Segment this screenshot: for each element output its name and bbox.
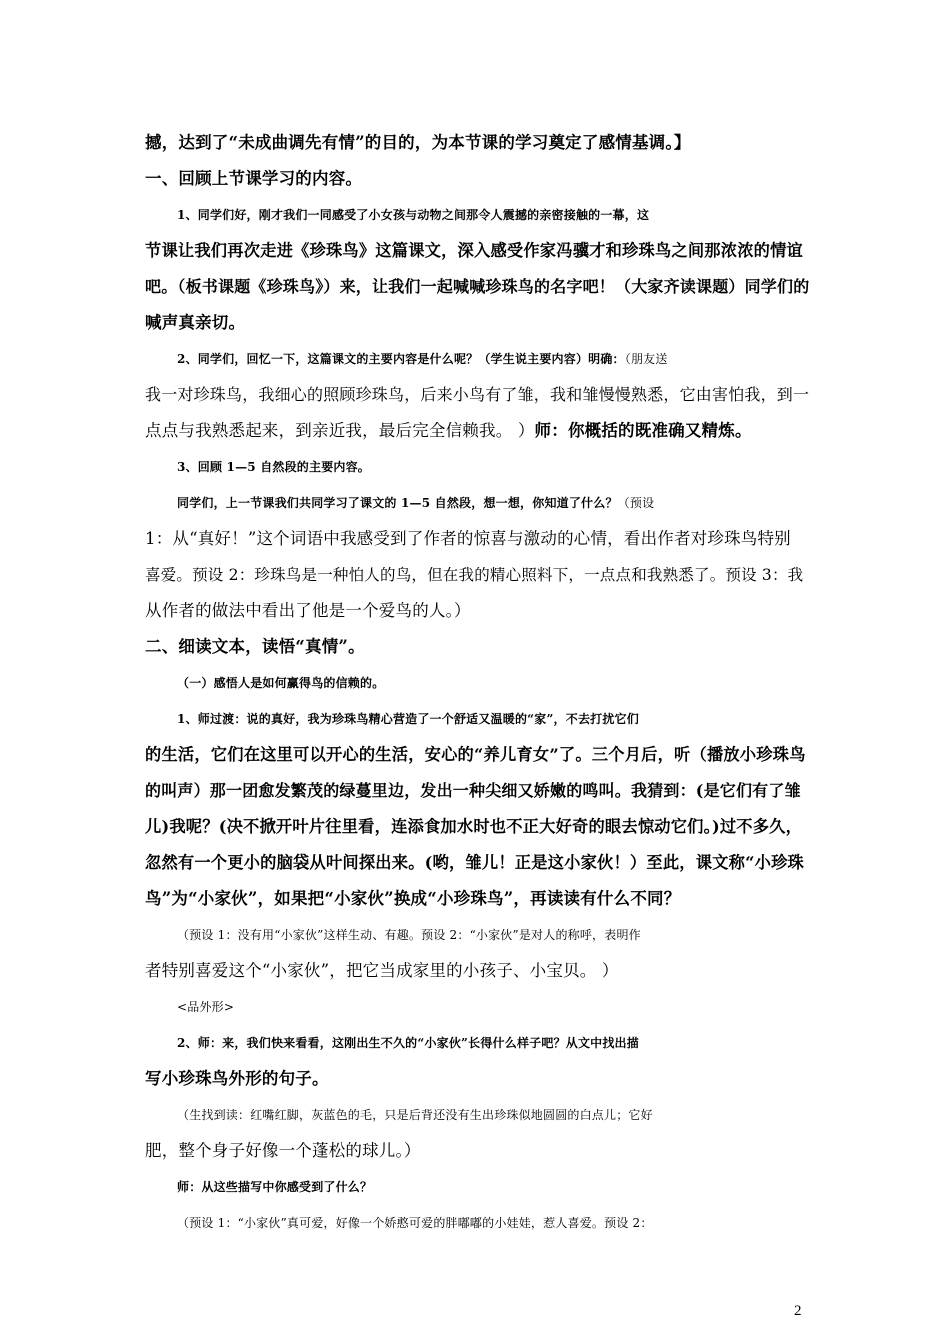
text-line <box>145 133 810 153</box>
text-line <box>145 313 810 333</box>
text-line <box>145 421 810 441</box>
text-line <box>177 997 842 1017</box>
text-line <box>145 385 810 405</box>
text-line-tail: （朋友送 <box>624 352 668 366</box>
text-line <box>145 1069 810 1089</box>
text-line <box>145 853 810 873</box>
text-line <box>177 709 842 729</box>
text-line <box>177 457 842 477</box>
text-line <box>177 493 842 513</box>
text-line <box>177 349 842 369</box>
text-line-main: 从作者的做法中看出了他是一个爱鸟的人。） <box>145 601 471 620</box>
text-line <box>177 673 842 693</box>
text-line-main: 2、师：来，我们快来看看，这刚出生不久的“小家伙”长得什么样子吧？从文中找出描 <box>177 1036 639 1050</box>
text-line-main: <品外形> <box>177 1000 235 1014</box>
text-line-tail-bold: 师：你概括的既准确又精炼。 <box>534 421 752 440</box>
text-line-main: 撼，达到了“未成曲调先有情”的目的，为本节课的学习奠定了感情基调。】 <box>145 133 691 152</box>
text-line-main: 吧。（板书课题《珍珠鸟》）来，让我们一起喊喊珍珠鸟的名字吧！（大家齐读课题）同学们的 <box>145 277 810 296</box>
page-number: 2 <box>794 1303 802 1319</box>
text-line-main: 点点与我熟悉起来，到亲近我，最后完全信赖我。 ） <box>145 421 535 440</box>
text-line <box>145 277 810 297</box>
text-line-tail: （预设 <box>617 496 655 510</box>
text-line <box>177 1105 842 1125</box>
text-line <box>177 925 842 945</box>
text-line-main: 同学们，上一节课我们共同学习了课文的 1—5 自然段，想一想，你知道了什么？ <box>177 496 618 510</box>
text-line-main: 者特别喜爱这个“小家伙”，把它当成家里的小孩子、小宝贝。 ） <box>145 961 619 980</box>
text-line <box>145 889 810 909</box>
text-line <box>145 601 810 621</box>
text-line-main: 1、师过渡：说的真好，我为珍珠鸟精心营造了一个舒适又温暖的“家”，不去打扰它们 <box>177 712 639 726</box>
text-line-main: （预设 1：“小家伙”真可爱，好像一个娇憨可爱的胖嘟嘟的小娃娃，惹人喜爱。预设 2： <box>177 1216 653 1230</box>
text-line-main: 肥，整个身子好像一个蓬松的球儿。） <box>145 1141 421 1160</box>
text-line-main: 节课让我们再次走进《珍珠鸟》这篇课文，深入感受作家冯骥才和珍珠鸟之间那浓浓的情谊 <box>145 241 803 260</box>
text-line-main: 师：从这些描写中你感受到了什么？ <box>177 1180 373 1194</box>
text-line <box>145 781 810 801</box>
text-line-main: 的生活，它们在这里可以开心的生活，安心的“养儿育女”了。三个月后，听（播放小珍珠鸟 <box>145 745 806 764</box>
text-line-main: 喊声真亲切。 <box>145 313 246 332</box>
text-line-main: 一、回顾上节课学习的内容。 <box>145 169 363 188</box>
text-line <box>145 817 810 837</box>
text-line <box>145 745 810 765</box>
text-line-main: 写小珍珠鸟外形的句子。 <box>145 1069 329 1088</box>
text-line <box>145 961 810 981</box>
text-line <box>145 169 810 189</box>
text-line-main: 我一对珍珠鸟，我细心的照顾珍珠鸟，后来小鸟有了雏，我和雏慢慢熟悉，它由害怕我，到一 <box>145 385 810 404</box>
text-line-main: （预设 1：没有用“小家伙”这样生动、有趣。预设 2：“小家伙”是对人的称呼，表明作 <box>177 928 641 942</box>
text-line-main: 2、同学们，回忆一下，这篇课文的主要内容是什么呢？（学生说主要内容）明确： <box>177 352 625 366</box>
text-line-main: 1、同学们好，刚才我们一同感受了小女孩与动物之间那令人震撼的亲密接触的一幕，这 <box>177 208 650 222</box>
text-line-main: 3、回顾 1—5 自然段的主要内容。 <box>177 460 371 474</box>
text-line-main: 1：从“真好！”这个词语中我感受到了作者的惊喜与激动的心情，看出作者对珍珠鸟特别 <box>145 529 791 548</box>
text-line-main: 忽然有一个更小的脑袋从叶间探出来。(哟，雏儿！正是这小家伙！）至此，课文称“小珍珠 <box>145 853 804 872</box>
text-line <box>145 637 810 657</box>
text-line <box>177 205 842 225</box>
text-line-main: 二、细读文本，读悟“真情”。 <box>145 637 365 656</box>
text-line <box>177 1177 842 1197</box>
text-line <box>145 241 810 261</box>
text-line-main: （一）感悟人是如何赢得鸟的信赖的。 <box>177 676 385 690</box>
text-line-main: 喜爱。预设 2：珍珠鸟是一种怕人的鸟，但在我的精心照料下，一点点和我熟悉了。预设 3：我 <box>145 566 804 584</box>
text-line-main: 鸟”为“小家伙”，如果把“小家伙”换成“小珍珠鸟”，再读读有什么不同？ <box>145 889 681 908</box>
text-line <box>145 1141 810 1161</box>
text-line-main: （生找到读：红嘴红脚，灰蓝色的毛，只是后背还没有生出珍珠似地圆圆的白点儿；它好 <box>177 1108 653 1122</box>
text-line <box>145 565 810 585</box>
text-line <box>177 1033 842 1053</box>
text-line <box>145 529 810 549</box>
text-line-main: 儿)我呢？(决不掀开叶片往里看，连添食加水时也不正大好奇的眼去惊动它们。)过不多久， <box>145 817 803 836</box>
text-line <box>177 1213 842 1233</box>
text-line-main: 的叫声）那一团愈发繁茂的绿蔓里边，发出一种尖细又娇嫩的鸣叫。我猜到：(是它们有了雏 <box>145 781 801 800</box>
